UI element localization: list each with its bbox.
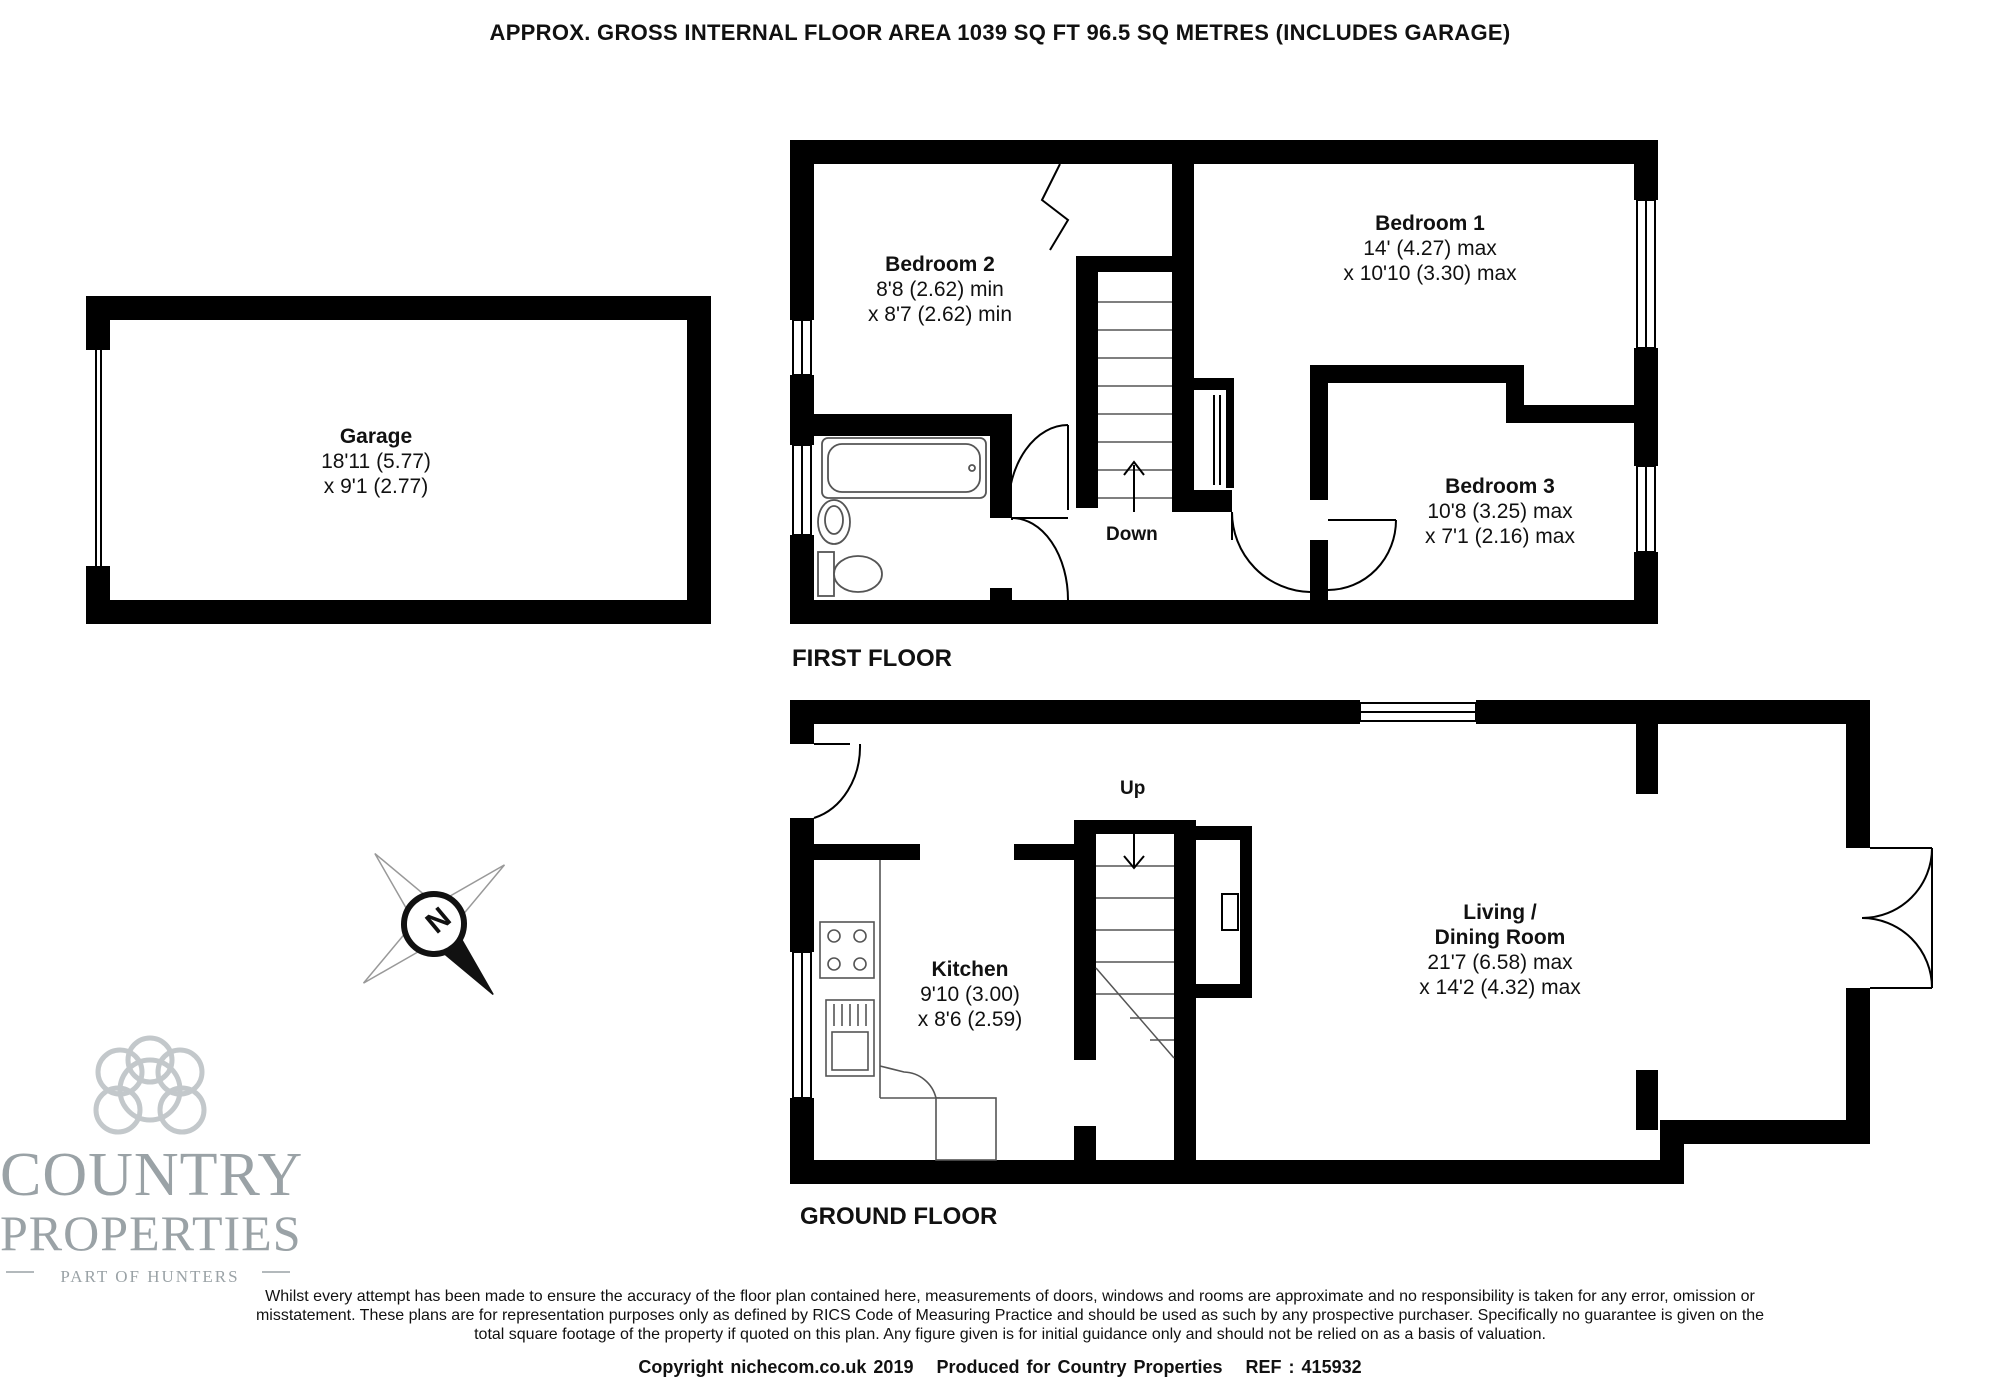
room-dimension: x 8'6 (2.59)	[917, 1008, 1023, 1031]
disclaimer-text: Whilst every attempt has been made to ensure the accuracy of the floor plan contained here, measurements of doors, windows and rooms are approximate and no responsibility is taken for any error, omission or misstatement. These plans are for representation purposes only as defined by RICS Code of Measuring Practice and should be used as such by any prospective purchaser. Specifically no guarantee is given on the total square footage of the property if quoted on this plan. Any figure given is for initial guidance only and should not be relied on as a basis of valuation.	[255, 1288, 1765, 1343]
room-dimension: x 10'10 (3.30) max	[1343, 262, 1517, 285]
room-dimension: 9'10 (3.00)	[920, 983, 1020, 1006]
room-name: Bedroom 1	[1375, 212, 1485, 235]
reference-number: REF : 415932	[1245, 1357, 1362, 1377]
room-dimension: x 7'1 (2.16) max	[1425, 525, 1575, 548]
room-name: Bedroom 3	[1445, 475, 1555, 498]
ground-floor-stairs	[1096, 866, 1174, 1058]
ground-floor-label: GROUND FLOOR	[800, 1203, 998, 1230]
ground-floor-doors	[814, 744, 1932, 988]
compass-north-letter: N	[419, 901, 458, 941]
copyright-text: Copyright nichecom.co.uk 2019	[638, 1357, 914, 1377]
room-kitchen	[880, 957, 1060, 1032]
logo-line-1: COUNTRY	[0, 1141, 304, 1209]
room-name: Kitchen	[931, 958, 1009, 981]
room-bedroom-2	[840, 252, 1040, 327]
floor-area-title: APPROX. GROSS INTERNAL FLOOR AREA 1039 SQ FT 96.5 SQ METRES (INCLUDES GARAGE)	[489, 20, 1511, 45]
room-name: Garage	[339, 425, 413, 448]
ground-floor-windows	[793, 703, 1476, 1098]
room-dimension: 10'8 (3.25) max	[1427, 500, 1573, 523]
fireplace-icon	[1222, 894, 1238, 930]
room-garage	[256, 424, 496, 499]
logo-line-2: PROPERTIES	[0, 1205, 302, 1261]
garage-door	[96, 350, 101, 566]
room-name: Dining Room	[1434, 926, 1566, 949]
company-logo	[0, 1055, 304, 1287]
bathroom-fixtures	[818, 438, 986, 596]
logo-line-3: PART OF HUNTERS	[60, 1267, 240, 1286]
room-name: Living /	[1463, 901, 1537, 924]
first-floor-label: FIRST FLOOR	[792, 645, 952, 672]
down-arrow	[1124, 462, 1144, 512]
produced-for-text: Produced for Country Properties	[936, 1357, 1223, 1377]
room-dimension: 21'7 (6.58) max	[1427, 951, 1573, 974]
room-bedroom-3	[1380, 474, 1620, 549]
room-bedroom-1	[1310, 211, 1550, 286]
room-living-dining	[1380, 900, 1620, 1000]
room-name: Bedroom 2	[885, 253, 995, 276]
room-dimension: x 14'2 (4.32) max	[1419, 976, 1581, 999]
room-dimension: 14' (4.27) max	[1363, 237, 1497, 260]
room-dimension: 8'8 (2.62) min	[876, 278, 1004, 301]
copyright-line	[0, 1357, 2000, 1378]
room-dimension: x 8'7 (2.62) min	[867, 303, 1013, 326]
room-dimension: 18'11 (5.77)	[321, 450, 431, 473]
stairs-down-label: Down	[1106, 524, 1158, 545]
stairs-up-label: Up	[1120, 778, 1146, 799]
room-dimension: x 9'1 (2.77)	[323, 475, 429, 498]
